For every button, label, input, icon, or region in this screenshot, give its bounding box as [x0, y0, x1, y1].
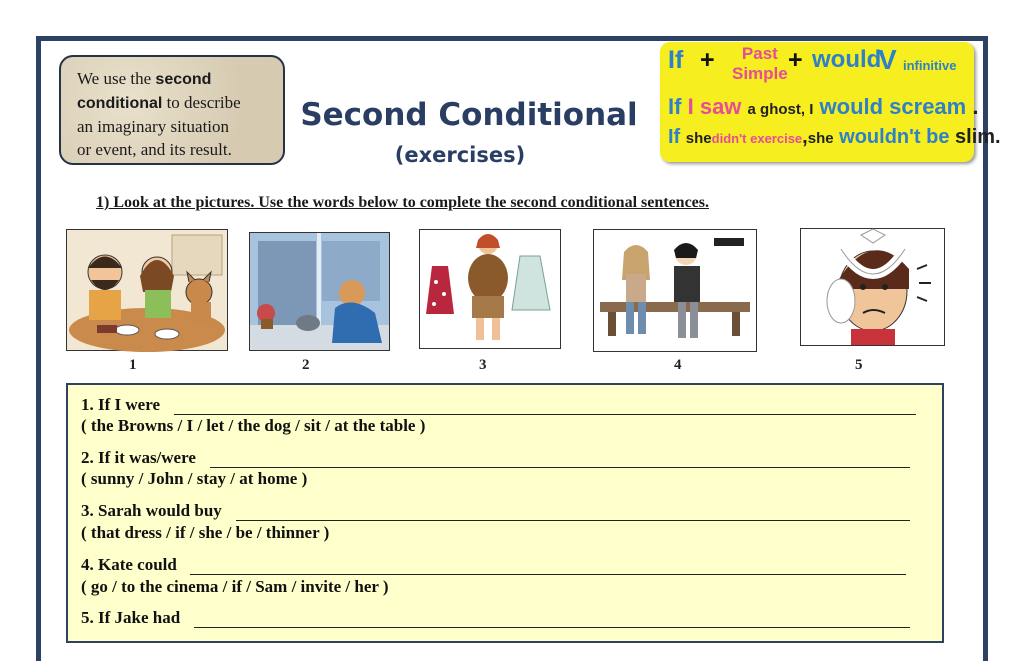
formula-past-simple: Past Simple: [732, 44, 788, 83]
exercise-item: 3. Sarah would buy: [81, 501, 222, 520]
exercise-hint: ( sunny / John / stay / at home ): [81, 469, 308, 488]
picture-number: 2: [302, 357, 310, 373]
picture-number: 1: [129, 357, 137, 373]
note-text: to describe: [162, 93, 241, 112]
formula-infinitive: infinitive: [903, 58, 957, 73]
exercise-item: 4. Kate could: [81, 555, 177, 574]
exercise-hint: ( that dress / if / she / be / thinner ): [81, 523, 330, 542]
formula-example-1: If I saw a ghost, I would scream .: [668, 94, 979, 119]
definition-note: [59, 55, 285, 165]
exercise-hint: ( the Browns / I / let / the dog / sit / at the table ): [81, 416, 426, 435]
picture-5: [800, 228, 945, 346]
exercise-item: 1. If I were: [81, 395, 160, 414]
picture-3: [419, 229, 561, 349]
formula-v: V: [878, 44, 897, 75]
formula-box: [660, 42, 1001, 162]
picture-1: [66, 229, 228, 351]
answer-line[interactable]: [236, 520, 910, 521]
picture-2: [249, 232, 390, 351]
exercise-hint: ( go / to the cinema / if / Sam / invite / her ): [81, 577, 389, 596]
answer-line[interactable]: [194, 627, 910, 628]
exercise-box: [66, 383, 944, 643]
formula-plus: +: [788, 46, 803, 74]
woman-with-dresses-icon: [420, 230, 560, 348]
formula-plus: +: [700, 46, 715, 74]
note-text: an imaginary situation: [77, 117, 230, 136]
note-text: or event, and its result.: [77, 140, 232, 159]
note-bold-conditional: conditional: [77, 95, 163, 112]
answer-line[interactable]: [190, 574, 906, 575]
exercise-item: 5. If Jake had: [81, 608, 181, 627]
formula-example-2: If shedidn't exercise,she wouldn't be slim.: [668, 126, 1001, 148]
picture-number: 3: [479, 357, 487, 373]
answer-line[interactable]: [174, 414, 916, 415]
page-subtitle: (exercises): [394, 143, 526, 167]
formula-if: If: [668, 46, 684, 74]
instruction-text: 1) Look at the pictures. Use the words below to complete the second conditional sentences.: [96, 194, 709, 211]
page-title: Second Conditional: [300, 97, 638, 133]
answer-line[interactable]: [210, 467, 910, 468]
boy-at-rainy-window-icon: [250, 233, 389, 350]
picture-number: 4: [674, 357, 682, 373]
note-text: We use the: [77, 69, 156, 88]
family-dinner-with-dog-icon: [67, 230, 227, 350]
picture-number: 5: [855, 357, 863, 373]
formula-would: would: [812, 46, 882, 73]
note-bold-second: second: [155, 71, 212, 88]
man-with-toothache-icon: [801, 229, 944, 345]
couple-on-bench-icon: [594, 230, 756, 351]
exercise-item: 2. If it was/were: [81, 448, 196, 467]
picture-4: [593, 229, 757, 352]
